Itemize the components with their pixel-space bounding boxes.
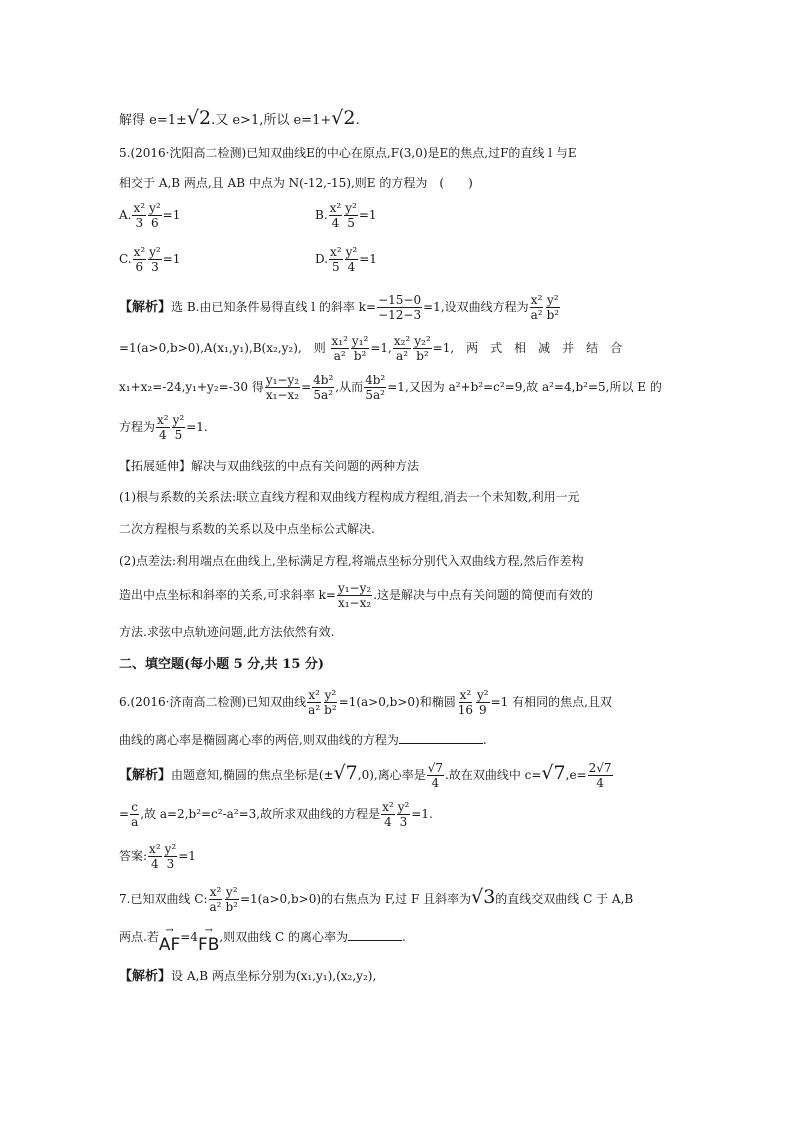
question-6-line-1: 6.(2016·济南高二检测)已知双曲线 $\frac{\text{x²}}{\text{a²}}$ $\frac{\text{y²}}{\text{b²}}$ =1(a>0,b>0)和椭圆 $\frac{\text{x²}}{16}$ $\frac{\text{y²}}{9}$ =1 有相同的焦点,且双 (119, 688, 612, 717)
solution-conclusion-line: 解得 e=1±√2.又 e>1,所以 e=1+√2. (119, 107, 360, 129)
solution-5-line-2: =1(a>0,b>0),A(x₁,y₁),B(x₂,y₂), 则 $\frac{\text{x₁²}}{\text{a²}}$ $\frac{\text{y₁²}}{\text{b²}}$ =1, $\frac{\text{x₂²}}{\text{a²}}$ $\frac{\text{y₂²}}{\text{b²}}$ =1, 两 式 相 减 并 结 合 (119, 334, 623, 363)
question-7-line-1: 7.已知双曲线 C: $\frac{\text{x²}}{\text{a²}}$ $\frac{\text{y²}}{\text{b²}}$ =1(a>0,b>0)的右焦点为 F,过 F 且斜率为√3的直线交双曲线 C 于 A,B (119, 885, 634, 914)
answer-blank[interactable] (348, 926, 402, 941)
extension-title: 【拓展延伸】解决与双曲线弦的中点有关问题的两种方法 (119, 459, 420, 473)
option-d[interactable]: D. $\frac{\text{x²}}{5}$ $\frac{\text{y²}}{4}$ =1 (315, 245, 377, 274)
section-heading: 二、填空题(每小题 5 分,共 15 分) (119, 657, 325, 672)
solution-tag: 【解析】 (119, 300, 172, 315)
vector-fb: → FB (197, 925, 220, 955)
solution-5-line-3: x₁+x₂=-24,y₁+y₂=-30 得 $\frac{\text{y₁−y₂}}{\text{x₁−x₂}}$ = $\frac{\text{4b²}}{\text{5a²}}$ ,从而 $\frac{\text{4b²}}{\text{5a²}}$ =1,又因为 a²+b²=c²=9,故 a²=4,b²=5,所以 E 的 (119, 373, 662, 402)
method-1-line-2: 二次方程根与系数的关系以及中点坐标公式解决. (119, 522, 375, 536)
answer-blank[interactable] (399, 729, 483, 744)
question-7-line-2: 两点.若 → AF =4 → FB ,则双曲线 C 的离心率为 . (119, 925, 406, 955)
question-6-line-2: 曲线的离心率是椭圆离心率的两倍,则双曲线的方程为 . (119, 729, 487, 750)
option-b[interactable]: B. $\frac{\text{x²}}{4}$ $\frac{\text{y²}}{5}$ =1 (315, 201, 377, 230)
answer-6: 答案: $\frac{\text{x²}}{4}$ $\frac{\text{y²}}{3}$ =1 (119, 842, 196, 871)
solution-6-line-2: = $\frac{c}{a}$ ,故 a=2,b²=c²-a²=3,故所求双曲线的方程是 $\frac{\text{x²}}{4}$ $\frac{\text{y²}}{3}$ =1. (119, 800, 433, 829)
sqrt-2: √2 (186, 107, 212, 129)
solution-tag: 【解析】 (119, 768, 172, 783)
solution-5-line-4: 方程为 $\frac{\text{x²}}{4}$ $\frac{\text{y²}}{5}$ =1. (119, 413, 208, 442)
vector-af: → AF (158, 925, 181, 955)
method-2-line-3: 方法.求弦中点轨迹问题,此方法依然有效. (119, 625, 335, 639)
option-c[interactable]: C. $\frac{\text{x²}}{6}$ $\frac{\text{y²}}{3}$ =1 (119, 245, 181, 274)
option-a[interactable]: A. $\frac{\text{x²}}{3}$ $\frac{\text{y²}}{6}$ =1 (119, 201, 181, 230)
method-2-line-1: (2)点差法:利用端点在曲线上,坐标满足方程,将端点坐标分别代入双曲线方程,然后作差构 (119, 554, 584, 568)
solution-7-line-1: 【解析】设 A,B 两点坐标分别为(x₁,y₁),(x₂,y₂), (119, 969, 377, 984)
question-5-line-2: 相交于 A,B 两点,且 AB 中点为 N(-12,-15),则E 的方程为 ( ) (119, 176, 473, 190)
question-5-line-1: 5.(2016·沈阳高二检测)已知双曲线E的中心在原点,F(3,0)是E的焦点,过F的直线 l 与E (119, 146, 577, 160)
solution-tag: 【解析】 (119, 969, 172, 984)
sqrt-2: √2 (331, 107, 356, 129)
solution-6-line-1: 【解析】由题意知,椭圆的焦点坐标是(±√7,0),离心率是 $\frac{√7}{4}$ .故在双曲线中 c=√7,e= $\frac{2√7}{4}$ (119, 761, 612, 790)
method-2-line-2: 造出中点坐标和斜率的关系,可求斜率 k= $\frac{\text{y₁−y₂}}{\text{x₁−x₂}}$ .这是解决与中点有关问题的简便而有效的 (119, 581, 594, 610)
method-1-line-1: (1)根与系数的关系法:联立直线方程和双曲线方程构成方程组,消去一个未知数,利用一元 (119, 490, 580, 504)
solution-5-line-1: 【解析】选 B.由已知条件易得直线 l 的斜率 k= $\frac{-15-0}{-12-3}$ =1,设双曲线方程为 $\frac{\text{x²}}{\text{a²}}$ $\frac{\text{y²}}{\text{b²}}$ (119, 293, 560, 322)
